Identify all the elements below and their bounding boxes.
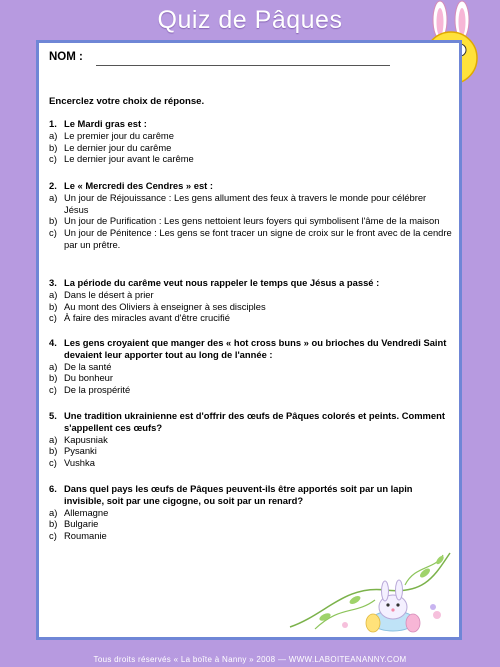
question-title: 5. Une tradition ukrainienne est d'offrir des œufs de Pâques colorés et peints. Comment s'appellent ces œufs? xyxy=(49,410,445,433)
instructions: Encerclez votre choix de réponse. xyxy=(49,96,205,107)
option-a[interactable]: a) Un jour de Réjouissance : Les gens allument des feux à travers le monde pour célébrer Jésus xyxy=(49,191,427,215)
name-label: NOM : xyxy=(49,51,83,63)
option-b[interactable]: b) Bulgarie xyxy=(49,518,99,530)
option-b[interactable]: b) Le dernier jour du carême xyxy=(49,141,172,153)
question-5 xyxy=(49,410,453,469)
option-b[interactable]: b) Au mont des Oliviers à enseigner à ses disciples xyxy=(49,300,266,312)
question-title: 6. Dans quel pays les œufs de Pâques peuvent-ils être apportés soit par un lapin invisible, soit par une cigogne, ou soit par un renard? xyxy=(49,483,413,506)
question-title: 3. La période du carême veut nous rappeler le temps que Jésus a passé : xyxy=(49,277,380,288)
footer-copyright: Tous droits réservés « La boîte à Nanny » 2008 — WWW.LABOITEANANNY.COM xyxy=(93,655,407,664)
question-title: 4. Les gens croyaient que manger des « hot cross buns » ou brioches du Vendredi Saint devaient leur apporter tout au long de l'année : xyxy=(49,337,447,360)
question-1 xyxy=(49,118,453,165)
option-a[interactable]: a) De la santé xyxy=(49,360,112,372)
option-c[interactable]: c) De la prospérité xyxy=(49,384,131,396)
option-c[interactable]: c) Vushka xyxy=(49,457,95,469)
question-3 xyxy=(49,277,453,324)
easter-bunny-flowers-icon xyxy=(285,545,455,633)
name-field-line[interactable] xyxy=(96,65,390,66)
page-title: Quiz de Pâques xyxy=(157,6,343,34)
option-c[interactable]: c) À faire des miracles avant d'être crucifié xyxy=(49,312,230,324)
option-a[interactable]: a) Dans le désert à prier xyxy=(49,288,154,300)
question-4 xyxy=(49,337,453,396)
option-b[interactable]: b) Un jour de Purification : Les gens nettoient leurs foyers qui symbolisent l'âme de la maison xyxy=(49,215,440,227)
question-2 xyxy=(49,180,453,251)
option-a[interactable]: a) Allemagne xyxy=(49,506,109,518)
option-b[interactable]: b) Pysanki xyxy=(49,445,97,457)
option-b[interactable]: b) Du bonheur xyxy=(49,372,113,384)
option-c[interactable]: c) Le dernier jour avant le carême xyxy=(49,153,194,165)
quiz-card xyxy=(36,40,462,640)
option-a[interactable]: a) Kapusniak xyxy=(49,433,108,445)
option-a[interactable]: a) Le premier jour du carême xyxy=(49,129,174,141)
question-title: 1. Le Mardi gras est : xyxy=(49,118,147,129)
option-c[interactable]: c) Un jour de Pénitence : Les gens se font tracer un signe de croix sur le front avec de la cendre par un prêtre. xyxy=(49,227,452,250)
option-c[interactable]: c) Roumanie xyxy=(49,530,107,542)
question-title: 2. Le « Mercredi des Cendres » est : xyxy=(49,180,214,191)
question-6 xyxy=(49,483,453,542)
